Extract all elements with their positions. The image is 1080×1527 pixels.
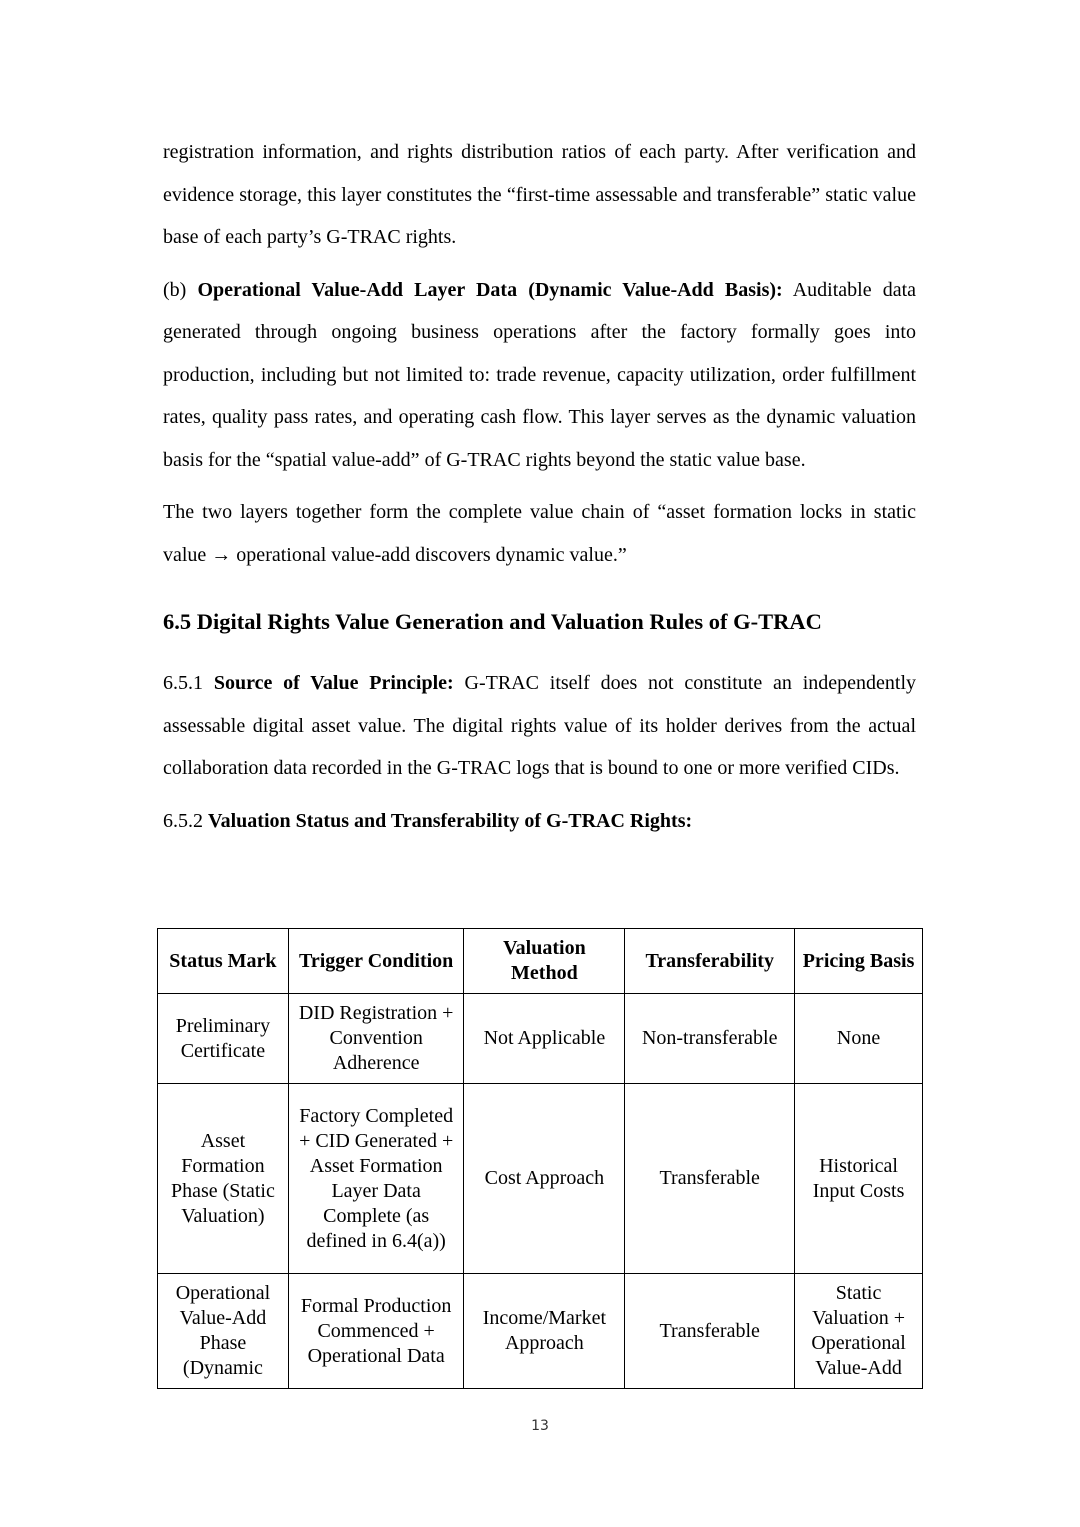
clause-text-6-5-1: G-TRAC itself does not constitute an independently assessable digital asset value. The digital rights value of its holder derives from the actual collaboration data recorded in the G-TRAC logs that is bound to one or more verified CIDs.	[163, 672, 917, 779]
cell-valuation-method: Income/Market Approach	[464, 1274, 625, 1389]
clause-title-6-5-2: Valuation Status and Transferability of G-TRAC Rights:	[208, 809, 693, 832]
table-row	[158, 1084, 923, 1274]
clause-title-6-5-1: Source of Value Principle:	[213, 672, 454, 694]
header-trigger-condition: Trigger Condition	[288, 929, 464, 994]
paragraph-value-chain: The two layers together form the complete value chain of “asset formation locks in static value → operational value-add discovers dynamic value.”	[163, 501, 916, 566]
clause-number-6-5-2: 6.5.2	[163, 809, 208, 832]
table-row	[158, 994, 923, 1084]
cell-status-mark: Preliminary Certificate	[158, 994, 289, 1084]
header-status-mark: Status Mark	[158, 929, 289, 994]
cell-pricing-basis: Static Valuation + Operational Value-Add	[795, 1274, 923, 1389]
cell-status-mark: Operational Value-Add Phase (Dynamic	[158, 1274, 289, 1389]
cell-trigger-condition: DID Registration + Convention Adherence	[288, 994, 464, 1084]
operational-layer-term: Operational Value-Add Layer Data (Dynamic Value-Add Basis):	[197, 278, 783, 301]
cell-status-mark: Asset Formation Phase (Static Valuation)	[158, 1084, 289, 1274]
paragraph-operational-layer	[163, 269, 916, 482]
clause-number-6-5-1: 6.5.1	[163, 672, 214, 694]
cell-valuation-method: Cost Approach	[464, 1084, 625, 1274]
cell-transferability: Transferable	[625, 1274, 795, 1389]
valuation-status-table	[157, 928, 923, 1389]
paragraph-6-5-1	[163, 662, 916, 790]
section-heading-6-5: 6.5 Digital Rights Value Generation and Valuation Rules of G-TRAC	[163, 609, 822, 634]
cell-pricing-basis: Historical Input Costs	[795, 1084, 923, 1274]
cell-transferability: Non-transferable	[625, 994, 795, 1084]
paragraph-static-value-base: registration information, and rights distribution ratios of each party. After verification and evidence storage, this layer constitutes the “first-time assessable and transferable” static value base of each party’s G-TRAC rights.	[163, 141, 916, 248]
item-label-b: (b)	[163, 278, 198, 301]
cell-trigger-condition: Formal Production Commenced + Operational Data	[288, 1274, 464, 1389]
table-header-row	[158, 929, 923, 994]
table-caption-6-5-2	[163, 800, 916, 842]
header-valuation-method: Valuation Method	[464, 929, 625, 994]
operational-layer-text: Auditable data generated through ongoing business operations after the factory formally goes into production, including but not limited to: trade revenue, capacity utilization, order fulfillment rates, quality pass rates, and operating cash flow. This layer serves as the dynamic valuation basis for the “spatial value-add” of G-TRAC rights beyond the static value base.	[163, 278, 917, 471]
page-number: 13	[531, 1418, 549, 1434]
header-transferability: Transferability	[625, 929, 795, 994]
cell-valuation-method: Not Applicable	[464, 994, 625, 1084]
header-pricing-basis: Pricing Basis	[795, 929, 923, 994]
table-row	[158, 1274, 923, 1389]
cell-trigger-condition: Factory Completed + CID Generated + Asset Formation Layer Data Complete (as defined in 6.4(a))	[288, 1084, 464, 1274]
cell-pricing-basis: None	[795, 994, 923, 1084]
document-body	[163, 131, 916, 842]
cell-transferability: Transferable	[625, 1084, 795, 1274]
